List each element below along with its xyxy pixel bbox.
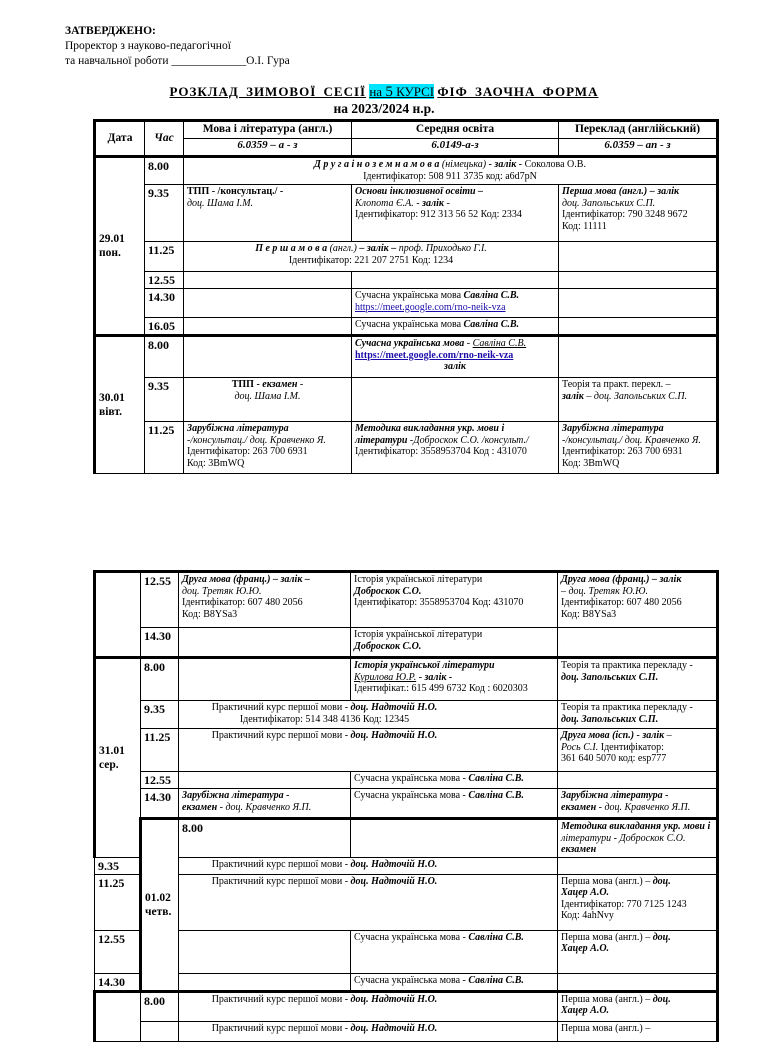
lesson-cell: П е р ш а м о в а (англ.) – залік – проф. Приходько Г.І. Ідентифікатор: 221 207 2751 Код: 1234: [184, 242, 559, 272]
lesson-cell: Перша мова (англ.) – залік доц. Запольських С.П. Ідентифікатор: 790 3248 9672 Код: 11111: [559, 185, 718, 242]
lesson-cell: Друга мова (франц.) – залік – доц. Третяк Ю.Ю. Ідентифікатор: 607 480 2056 Код: B8YSa3: [179, 572, 351, 628]
time-cell: 11.25: [145, 242, 184, 272]
time-cell: 12.55: [95, 930, 141, 973]
empty-cell: [559, 272, 718, 289]
header-col-1: Мова і література (англ.): [184, 121, 352, 139]
time-cell: 8.00: [179, 819, 351, 858]
lesson-cell: Перша мова (англ.) – доц. Хацер А.О.: [558, 930, 718, 973]
schedule-title: РОЗКЛАД ЗИМОВОЇ СЕСІЇ на 5 КУРСІ ФІФ ЗАОЧНА ФОРМА: [169, 84, 599, 100]
lesson-cell: Практичний курс першої мови - доц. Надточій Н.О.: [179, 991, 558, 1021]
lesson-cell: ТПП - екзамен - доц. Шама І.М.: [184, 378, 352, 422]
meet-link[interactable]: https://meet.google.com/rno-neik-vza: [355, 301, 506, 313]
group-code-1: 6.0359 – а - з: [184, 139, 352, 157]
lesson-cell: Історія української літератури Курилова Ю.Р. - залік - Ідентифікат.: 615 499 6732 Код : 6020303: [351, 658, 558, 701]
lesson-cell: Д р у г а і н о з е м н а м о в а (німецька) - залік - Соколова О.В. Ідентифікатор: 508 911 3735 код: a6d7pN: [184, 157, 718, 185]
empty-cell: [558, 973, 718, 991]
day-cell: 31.01 сер.: [95, 658, 141, 858]
empty-cell: [179, 628, 351, 658]
empty-cell: [184, 336, 352, 378]
lesson-cell: Зарубіжна література - екзамен - доц. Кравченко Я.П.: [179, 789, 351, 819]
time-cell: 12.55: [141, 572, 179, 628]
lesson-cell: Зарубіжна література -/консультац./ доц. Кравченко Я. Ідентифікатор: 263 700 6931 Код: 3BmWQ: [559, 422, 718, 474]
approval-block: [65, 24, 290, 69]
table-row: [95, 185, 718, 242]
lesson-cell: Зарубіжна література - екзамен - доц. Кравченко Я.П.: [558, 789, 718, 819]
lesson-cell: Сучасна українська мова - Савліна С.В.: [351, 973, 558, 991]
time-cell: 9.35: [145, 185, 184, 242]
table-row: [95, 930, 718, 973]
lesson-cell: Практичний курс першої мови - доц. Надточій Н.О.: [179, 874, 558, 930]
lesson-cell: Історія української літератури Доброскок С.О. Ідентифікатор: 3558953704 Код: 431070: [351, 572, 558, 628]
table-row: [95, 973, 718, 991]
lesson-cell: Друга мова (ісп.) - залік – Рось С.І. Ідентифікатор: 361 640 5070 код: esp777: [558, 729, 718, 772]
time-cell: 11.25: [95, 874, 141, 930]
lesson-cell: Практичний курс першої мови - доц. Надточій Н.О. Ідентифікатор: 514 348 4136 Код: 12345: [179, 701, 558, 729]
empty-cell: [352, 272, 559, 289]
lesson-cell: Теорія та практ. перекл. – залік – доц. Запольських С.П.: [559, 378, 718, 422]
table-row: [95, 729, 718, 772]
lesson-cell: Теорія та практика перекладу - доц. Запольських С.П.: [558, 658, 718, 701]
lesson-cell: Перша мова (англ.) – доц. Хацер А.О.: [558, 991, 718, 1021]
header-col-3: Переклад (англійський): [559, 121, 718, 139]
table-row: [95, 289, 718, 318]
lesson-cell: Перша мова (англ.) – доц. Хацер А.О. Ідентифікатор: 770 7125 1243 Код: 4ahNvy: [558, 874, 718, 930]
approval-title: ЗАТВЕРДЖЕНО:: [65, 25, 156, 37]
table-row: [95, 857, 718, 874]
table-row: [95, 701, 718, 729]
day-cell: 30.01 вівт.: [95, 336, 145, 474]
header-time: Час: [145, 121, 184, 157]
lesson-cell: Перша мова (англ.) –: [558, 1021, 718, 1041]
time-cell: 16.05: [145, 318, 184, 336]
empty-cell: [352, 378, 559, 422]
time-cell: 14.30: [141, 628, 179, 658]
academic-year: на 2023/2024 н.р.: [333, 101, 435, 116]
course-highlight: на 5 КУРСІ: [369, 84, 435, 100]
lesson-cell: Сучасна українська мова - Савліна С.В.: [351, 930, 558, 973]
lesson-cell: Практичний курс першої мови - доц. Надточій Н.О.: [179, 729, 558, 772]
empty-day-cell: [95, 572, 141, 658]
lesson-cell: Теорія та практика перекладу - доц. Запольських С.П.: [558, 701, 718, 729]
lesson-cell: Практичний курс першої мови - доц. Надточій Н.О.: [179, 1021, 558, 1041]
empty-cell: [558, 772, 718, 789]
table-row: [95, 789, 718, 819]
table-row: [95, 772, 718, 789]
table-row: [95, 336, 718, 378]
empty-cell: [559, 336, 718, 378]
empty-cell: [184, 289, 352, 318]
lesson-cell: Практичний курс першої мови - доц. Надточій Н.О.: [179, 857, 558, 874]
group-code-3: 6.0359 – ап - з: [559, 139, 718, 157]
schedule-table-2: [93, 570, 719, 1042]
time-cell: 9.35: [141, 701, 179, 729]
table-row: [95, 658, 718, 701]
time-cell: 8.00: [145, 157, 184, 185]
empty-cell: [179, 658, 351, 701]
lesson-cell: Методика викладання укр. мови і літератури -Доброскок С.О. /консульт./ Ідентифікатор: 3558953704 Код : 431070: [352, 422, 559, 474]
lesson-cell: Друга мова (франц.) – залік – доц. Третяк Ю.Ю. Ідентифікатор: 607 480 2056 Код: B8YSa3: [558, 572, 718, 628]
schedule-table-1: [93, 119, 719, 474]
table-row: [95, 318, 718, 336]
table-row: [95, 422, 718, 474]
empty-cell: [179, 930, 351, 973]
table-row: [95, 1021, 718, 1041]
group-code-2: 6.0149-а-з: [352, 139, 559, 157]
lesson-cell: Методика викладання укр. мови і літератури - Доброскок С.О. екзамен: [558, 819, 718, 858]
lesson-cell: Сучасна українська мова Савліна С.В. https://meet.google.com/rno-neik-vza: [352, 289, 559, 318]
time-cell: 11.25: [141, 729, 179, 772]
approval-line-1: Проректор з науково-педагогічної: [65, 40, 231, 52]
lesson-cell: ТПП - /консультац./ - доц. Шама І.М.: [184, 185, 352, 242]
table-row: [95, 378, 718, 422]
table-row: [95, 572, 718, 628]
time-cell: 8.00: [141, 658, 179, 701]
empty-cell: [559, 289, 718, 318]
empty-cell: [179, 772, 351, 789]
table-row: [95, 628, 718, 658]
empty-cell: [558, 628, 718, 658]
lesson-cell: Зарубіжна література -/консультац./ доц. Кравченко Я. Ідентифікатор: 263 700 6931 Код: 3BmWQ: [184, 422, 352, 474]
lesson-cell: Історія української літератури Доброскок С.О.: [351, 628, 558, 658]
empty-cell: [184, 318, 352, 336]
time-cell: 11.25: [145, 422, 184, 474]
time-cell: 14.30: [95, 973, 141, 991]
table-row: [95, 242, 718, 272]
empty-cell: [351, 819, 558, 858]
time-cell: 12.55: [141, 772, 179, 789]
time-cell: 14.30: [145, 289, 184, 318]
table-row: [95, 874, 718, 930]
day-cell: [95, 991, 141, 1041]
lesson-cell: Сучасна українська мова - Савліна С.В. https://meet.google.com/rno-neik-vza залік: [352, 336, 559, 378]
lesson-cell: Сучасна українська мова - Савліна С.В.: [351, 772, 558, 789]
empty-cell: [559, 242, 718, 272]
meet-link[interactable]: https://meet.google.com/rno-neik-vza: [355, 349, 514, 361]
header-col-2: Середня освіта: [352, 121, 559, 139]
header-date: Дата: [95, 121, 145, 157]
time-cell: 8.00: [145, 336, 184, 378]
lesson-cell: Основи інклюзивної освіти – Клопота Є.А. - залік - Ідентифікатор: 912 313 56 52 Код: 2334: [352, 185, 559, 242]
lesson-cell: Сучасна українська мова Савліна С.В.: [352, 318, 559, 336]
table-row: [95, 991, 718, 1021]
time-cell: 8.00: [141, 991, 179, 1021]
time-cell: 9.35: [95, 857, 141, 874]
empty-cell: [179, 973, 351, 991]
time-cell: [141, 1021, 179, 1041]
approval-line-2: та навчальної роботи _____________О.І. Гура: [65, 55, 290, 67]
time-cell: 9.35: [145, 378, 184, 422]
day-cell: 29.01 пон.: [95, 157, 145, 336]
empty-cell: [184, 272, 352, 289]
time-cell: 12.55: [145, 272, 184, 289]
table-row: [95, 157, 718, 185]
table-row: [95, 819, 718, 858]
empty-cell: [558, 857, 718, 874]
lesson-cell: Сучасна українська мова - Савліна С.В.: [351, 789, 558, 819]
time-cell: 14.30: [141, 789, 179, 819]
empty-cell: [559, 318, 718, 336]
table-row: [95, 272, 718, 289]
day-cell: 01.02 четв.: [141, 819, 179, 992]
